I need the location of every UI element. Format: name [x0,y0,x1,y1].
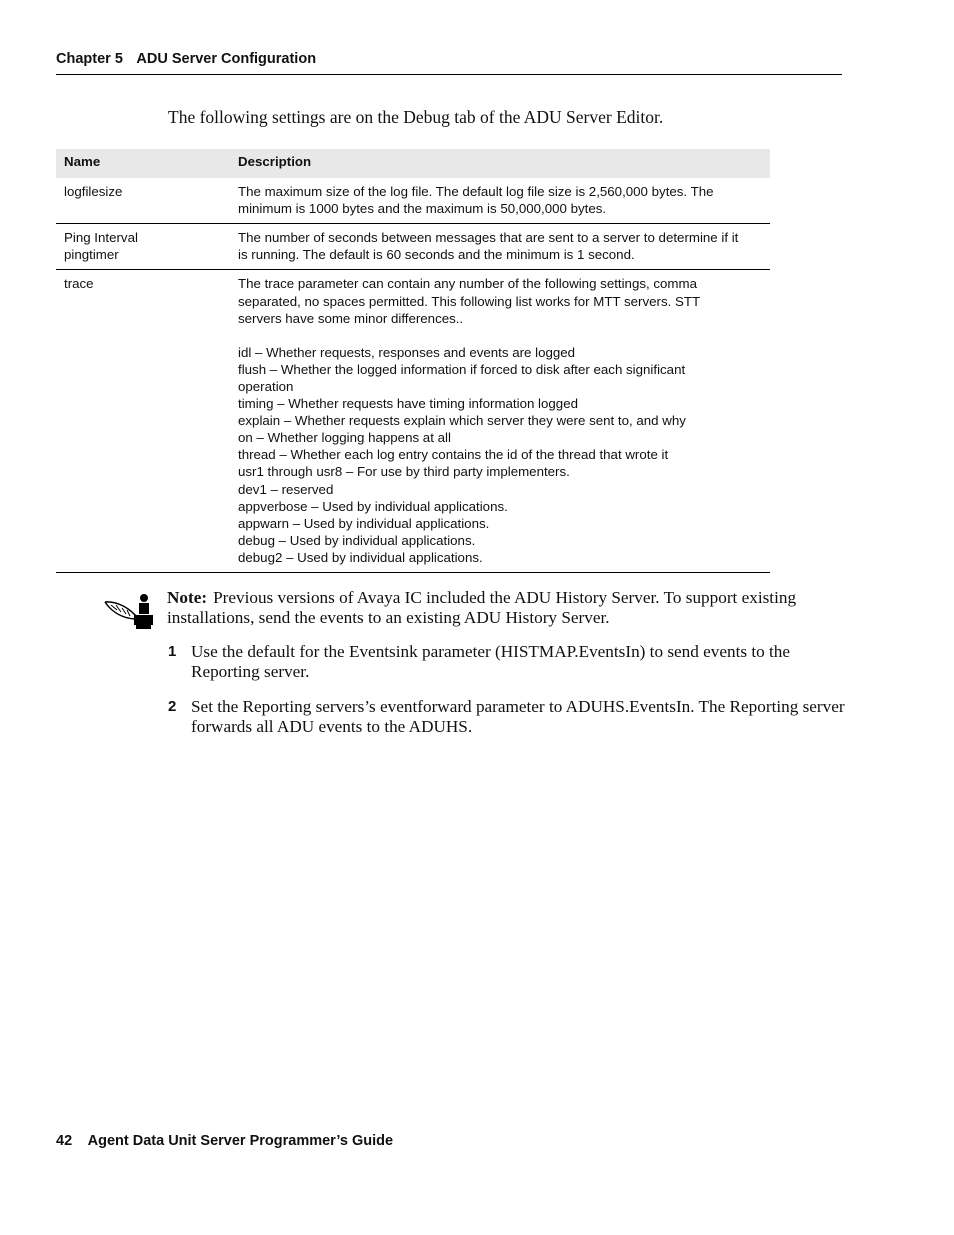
setting-name-alias: pingtimer [64,247,119,263]
trace-option: flush – Whether the logged information if forced to disk after each significant [238,361,686,377]
trace-option: idl – Whether requests, responses and events are logged [238,344,576,360]
note-paragraph [167,588,807,628]
setting-name: Ping Interval [64,230,138,246]
trace-option: explain – Whether requests explain which server they were sent to, and why [238,413,686,429]
running-header [56,51,842,75]
page-number: 42 [56,1133,73,1149]
column-header-name: Name [56,149,230,178]
trace-option: debug2 – Used by individual applications. [238,549,483,565]
description-line: is running. The default is 60 seconds and the minimum is 1 second. [238,247,635,263]
description-line: minimum is 1000 bytes and the maximum is 50,000,000 bytes. [238,201,607,217]
note-body: Previous versions of Avaya IC included the ADU History Server. To support existing installations, send the events to an existing ADU History Server. [167,588,797,627]
step-number: 2 [168,698,177,715]
trace-option: appverbose – Used by individual applications. [238,498,508,514]
step-number: 1 [168,643,177,660]
running-footer [56,1133,393,1149]
setting-description-cell [230,224,770,270]
trace-option: timing – Whether requests have timing information logged [238,396,578,412]
book-title: Agent Data Unit Server Programmer’s Guide [87,1133,394,1149]
trace-option: on – Whether logging happens at all [238,430,451,446]
trace-option: dev1 – reserved [238,481,334,497]
setting-name: logfilesize [64,184,123,200]
description-line: The number of seconds between messages that are sent to a server to determine if it [238,230,739,246]
table-row-pingtimer [56,224,770,270]
trace-option: debug – Used by individual applications. [238,532,476,548]
setting-name-cell [56,178,230,224]
trace-option: usr1 through usr8 – For use by third party implementers. [238,464,570,480]
note-quill-icon [102,592,154,630]
setting-name: trace [64,276,94,292]
setting-name-cell [56,270,230,573]
intro-paragraph: The following settings are on the Debug tab of the ADU Server Editor. [168,107,664,127]
table-row-trace [56,270,770,573]
column-header-description: Description [230,149,770,178]
trace-option: appwarn – Used by individual applications. [238,515,490,531]
note-label: Note: [167,588,208,607]
description-line: The trace parameter can contain any number of the following settings, comma [238,276,697,292]
trace-option: operation [238,378,294,394]
chapter-number: Chapter 5 [56,51,123,67]
table-row-logfilesize [56,178,770,224]
setting-name-cell [56,224,230,270]
step-item [168,697,848,737]
setting-description-cell [230,270,770,573]
description-line: The maximum size of the log file. The default log file size is 2,560,000 bytes. The [238,184,714,200]
description-line: servers have some minor differences.. [238,310,464,326]
step-text: Use the default for the Eventsink parameter (HISTMAP.EventsIn) to send events to the Reporting server. [191,642,791,681]
chapter-title: ADU Server Configuration [136,51,317,67]
setting-description-cell [230,178,770,224]
step-item [168,642,848,682]
trace-option: thread – Whether each log entry contains the id of the thread that wrote it [238,447,669,463]
note-callout [100,588,845,638]
debug-settings-table [56,149,770,573]
table-header-row [56,149,770,178]
paragraph-spacer [238,327,762,344]
description-line: separated, no spaces permitted. This following list works for MTT servers. STT [238,293,701,309]
step-text: Set the Reporting servers’s eventforward parameter to ADUHS.EventsIn. The Reporting server forwards all ADU events to the ADUHS. [191,697,845,736]
